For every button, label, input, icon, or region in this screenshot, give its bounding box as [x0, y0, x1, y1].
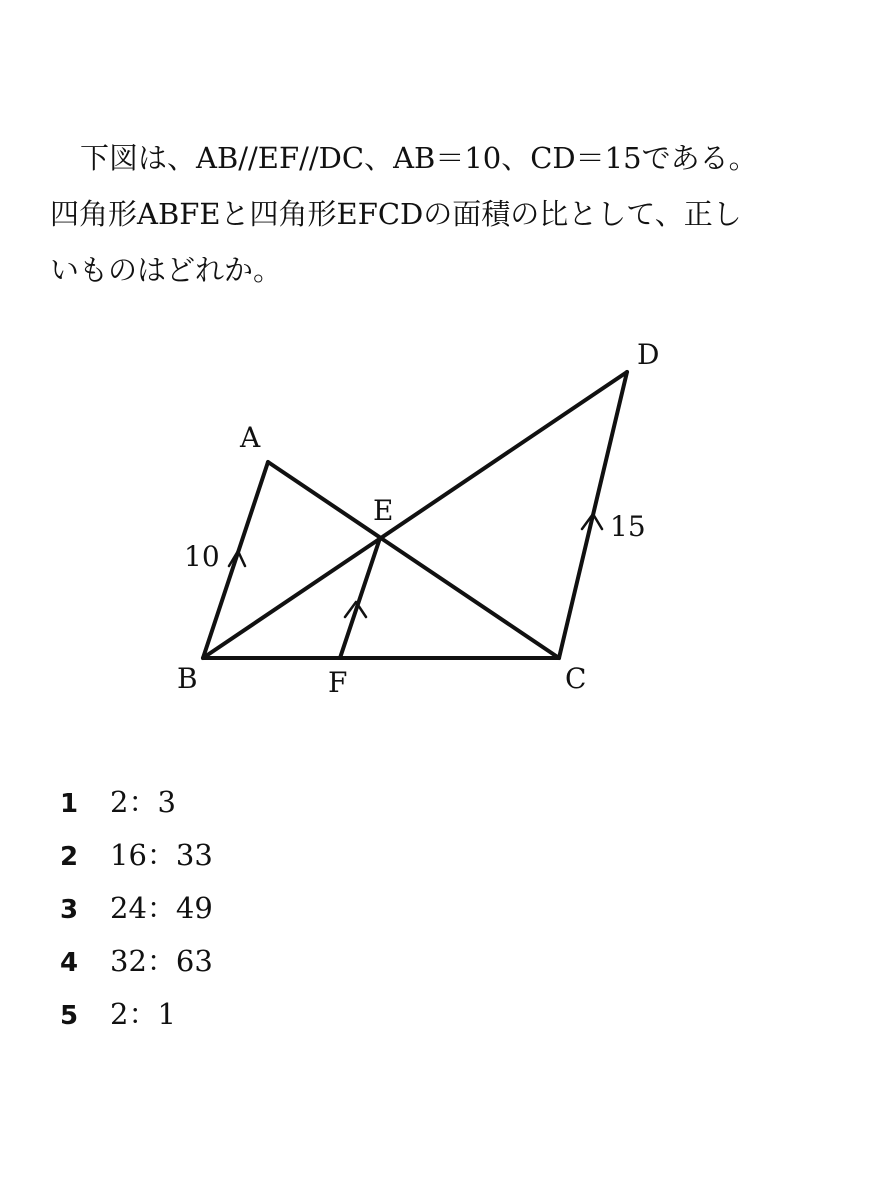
question-text	[50, 130, 840, 298]
label-point-b: B	[177, 662, 198, 695]
choice-text: 24：49	[110, 891, 213, 925]
question-line-2: 四角形ABFEと四角形EFCDの面積の比として、正し	[50, 197, 742, 231]
choice-5[interactable]	[60, 988, 213, 1041]
choice-number: 5	[60, 1001, 79, 1031]
label-point-d: D	[637, 338, 660, 371]
choice-number: 3	[60, 895, 79, 925]
label-point-c: C	[565, 662, 587, 695]
label-length-cd: 15	[610, 510, 646, 543]
geometry-figure	[0, 320, 883, 720]
label-point-f: F	[328, 666, 348, 699]
choice-text: 32：63	[110, 944, 213, 978]
choice-text: 16：33	[110, 838, 213, 872]
choice-text: 2：3	[110, 785, 176, 819]
segment-ac	[268, 462, 559, 658]
segment-ef	[340, 538, 380, 658]
label-point-a: A	[240, 421, 261, 454]
choice-number: 1	[60, 789, 79, 819]
choice-3[interactable]	[60, 882, 213, 935]
question-line-3: いものはどれか。	[50, 253, 283, 287]
choice-number: 4	[60, 948, 79, 978]
choice-text: 2：1	[110, 997, 176, 1031]
question-line-1: 下図は、AB//EF//DC、AB＝10、CD＝15である。	[80, 141, 758, 175]
answer-choices	[60, 776, 213, 1041]
label-point-e: E	[373, 494, 394, 527]
segment-bd	[203, 372, 627, 658]
label-length-ab: 10	[184, 540, 220, 573]
choice-2[interactable]	[60, 829, 213, 882]
choice-4[interactable]	[60, 935, 213, 988]
choice-1[interactable]	[60, 776, 213, 829]
choice-number: 2	[60, 842, 79, 872]
